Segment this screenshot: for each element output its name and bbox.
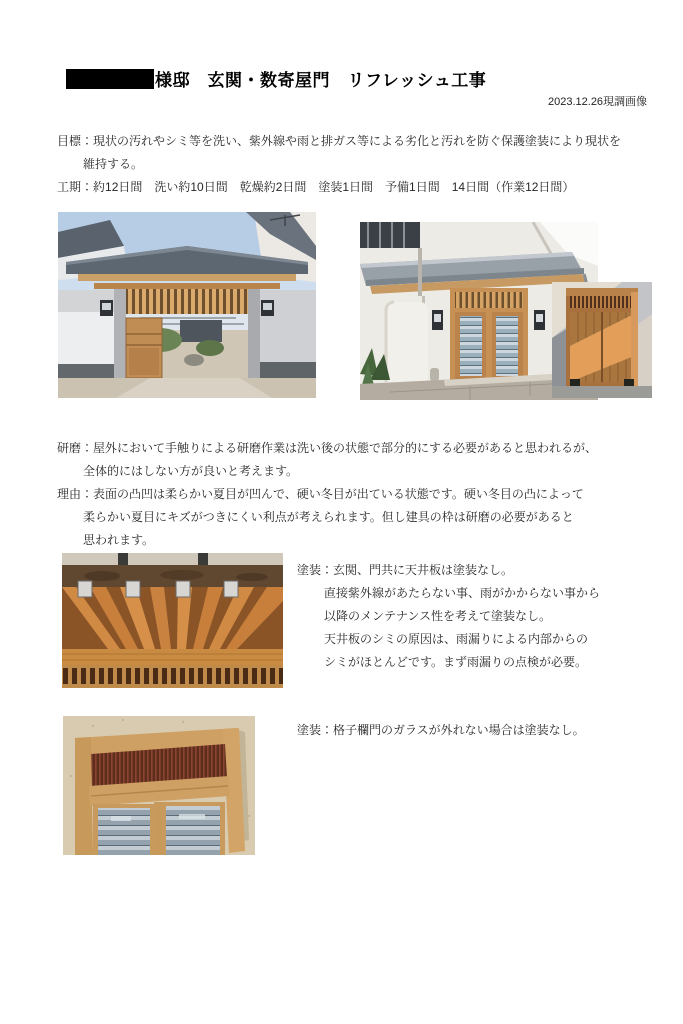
polish-paragraph [57, 437, 597, 483]
paint-ceiling-label: 塗装： [297, 563, 334, 577]
schedule-line-1: 約12日間 洗い約10日間 乾燥約2日間 塗装1日間 予備1日間 14日間（作業12日間） [93, 180, 575, 194]
schedule-paragraph [57, 176, 574, 199]
goal-paragraph [57, 130, 621, 176]
document-title-row [66, 66, 486, 91]
photo-lattice-transom [63, 716, 255, 855]
goal-label: 目標： [57, 134, 94, 148]
reason-line-1: 表面の凸凹は柔らかい夏目が凹んで、硬い冬目が出ている状態です。硬い冬目の凸によって [93, 487, 584, 501]
paint-transom-line-1: 格子欄門のガラスが外れない場合は塗装なし。 [333, 723, 585, 737]
paint-transom-paragraph [297, 719, 585, 742]
photo-ceiling-rafters [62, 553, 283, 688]
gate-door-closeup-illustration [552, 282, 652, 398]
reason-label: 理由： [57, 487, 94, 501]
reason-line-2: 柔らかい夏目にキズがつきにくい利点が考えられます。但し建具の枠は研磨の必要があると [83, 510, 574, 524]
polish-line-2: 全体的にはしない方が良いと考えます。 [83, 464, 299, 478]
polish-line-1: 屋外において手触りによる研磨作業は洗い後の状態で部分的にする必要があると思われるが、 [93, 441, 598, 455]
paint-ceiling-paragraph [297, 559, 600, 674]
ceiling-rafters-illustration [62, 553, 283, 688]
paint-transom-label: 塗装： [297, 723, 334, 737]
page-title: 様邸 玄関・数寄屋門 リフレッシュ工事 [155, 71, 487, 90]
survey-date-label: 2023.12.26現調画像 [548, 96, 648, 108]
photo-gate-door-closeup [552, 282, 652, 398]
schedule-label: 工期： [57, 180, 94, 194]
redacted-name-box [66, 69, 154, 89]
polish-label: 研磨： [57, 441, 94, 455]
paint-ceiling-line-3: 以降のメンテナンス性を考えて塗装なし。 [324, 609, 552, 623]
gate-front-illustration [58, 212, 316, 398]
photo-gate-front [58, 212, 316, 398]
paint-ceiling-line-1: 玄関、門共に天井板は塗装なし。 [333, 563, 514, 577]
goal-line-1: 現状の汚れやシミ等を洗い、紫外線や雨と排ガス等による劣化と汚れを防ぐ保護塗装により現状を [93, 134, 622, 148]
paint-ceiling-line-5: シミがほとんどです。まず雨漏りの点検が必要。 [324, 655, 588, 669]
goal-line-2: 維持する。 [83, 157, 144, 171]
paint-ceiling-line-2: 直接紫外線があたらない事、雨がかからない事から [324, 586, 601, 600]
lattice-transom-illustration [63, 716, 255, 855]
reason-paragraph [57, 483, 584, 552]
paint-ceiling-line-4: 天井板のシミの原因は、雨漏りによる内部からの [324, 632, 589, 646]
reason-line-3: 思われます。 [83, 533, 155, 547]
